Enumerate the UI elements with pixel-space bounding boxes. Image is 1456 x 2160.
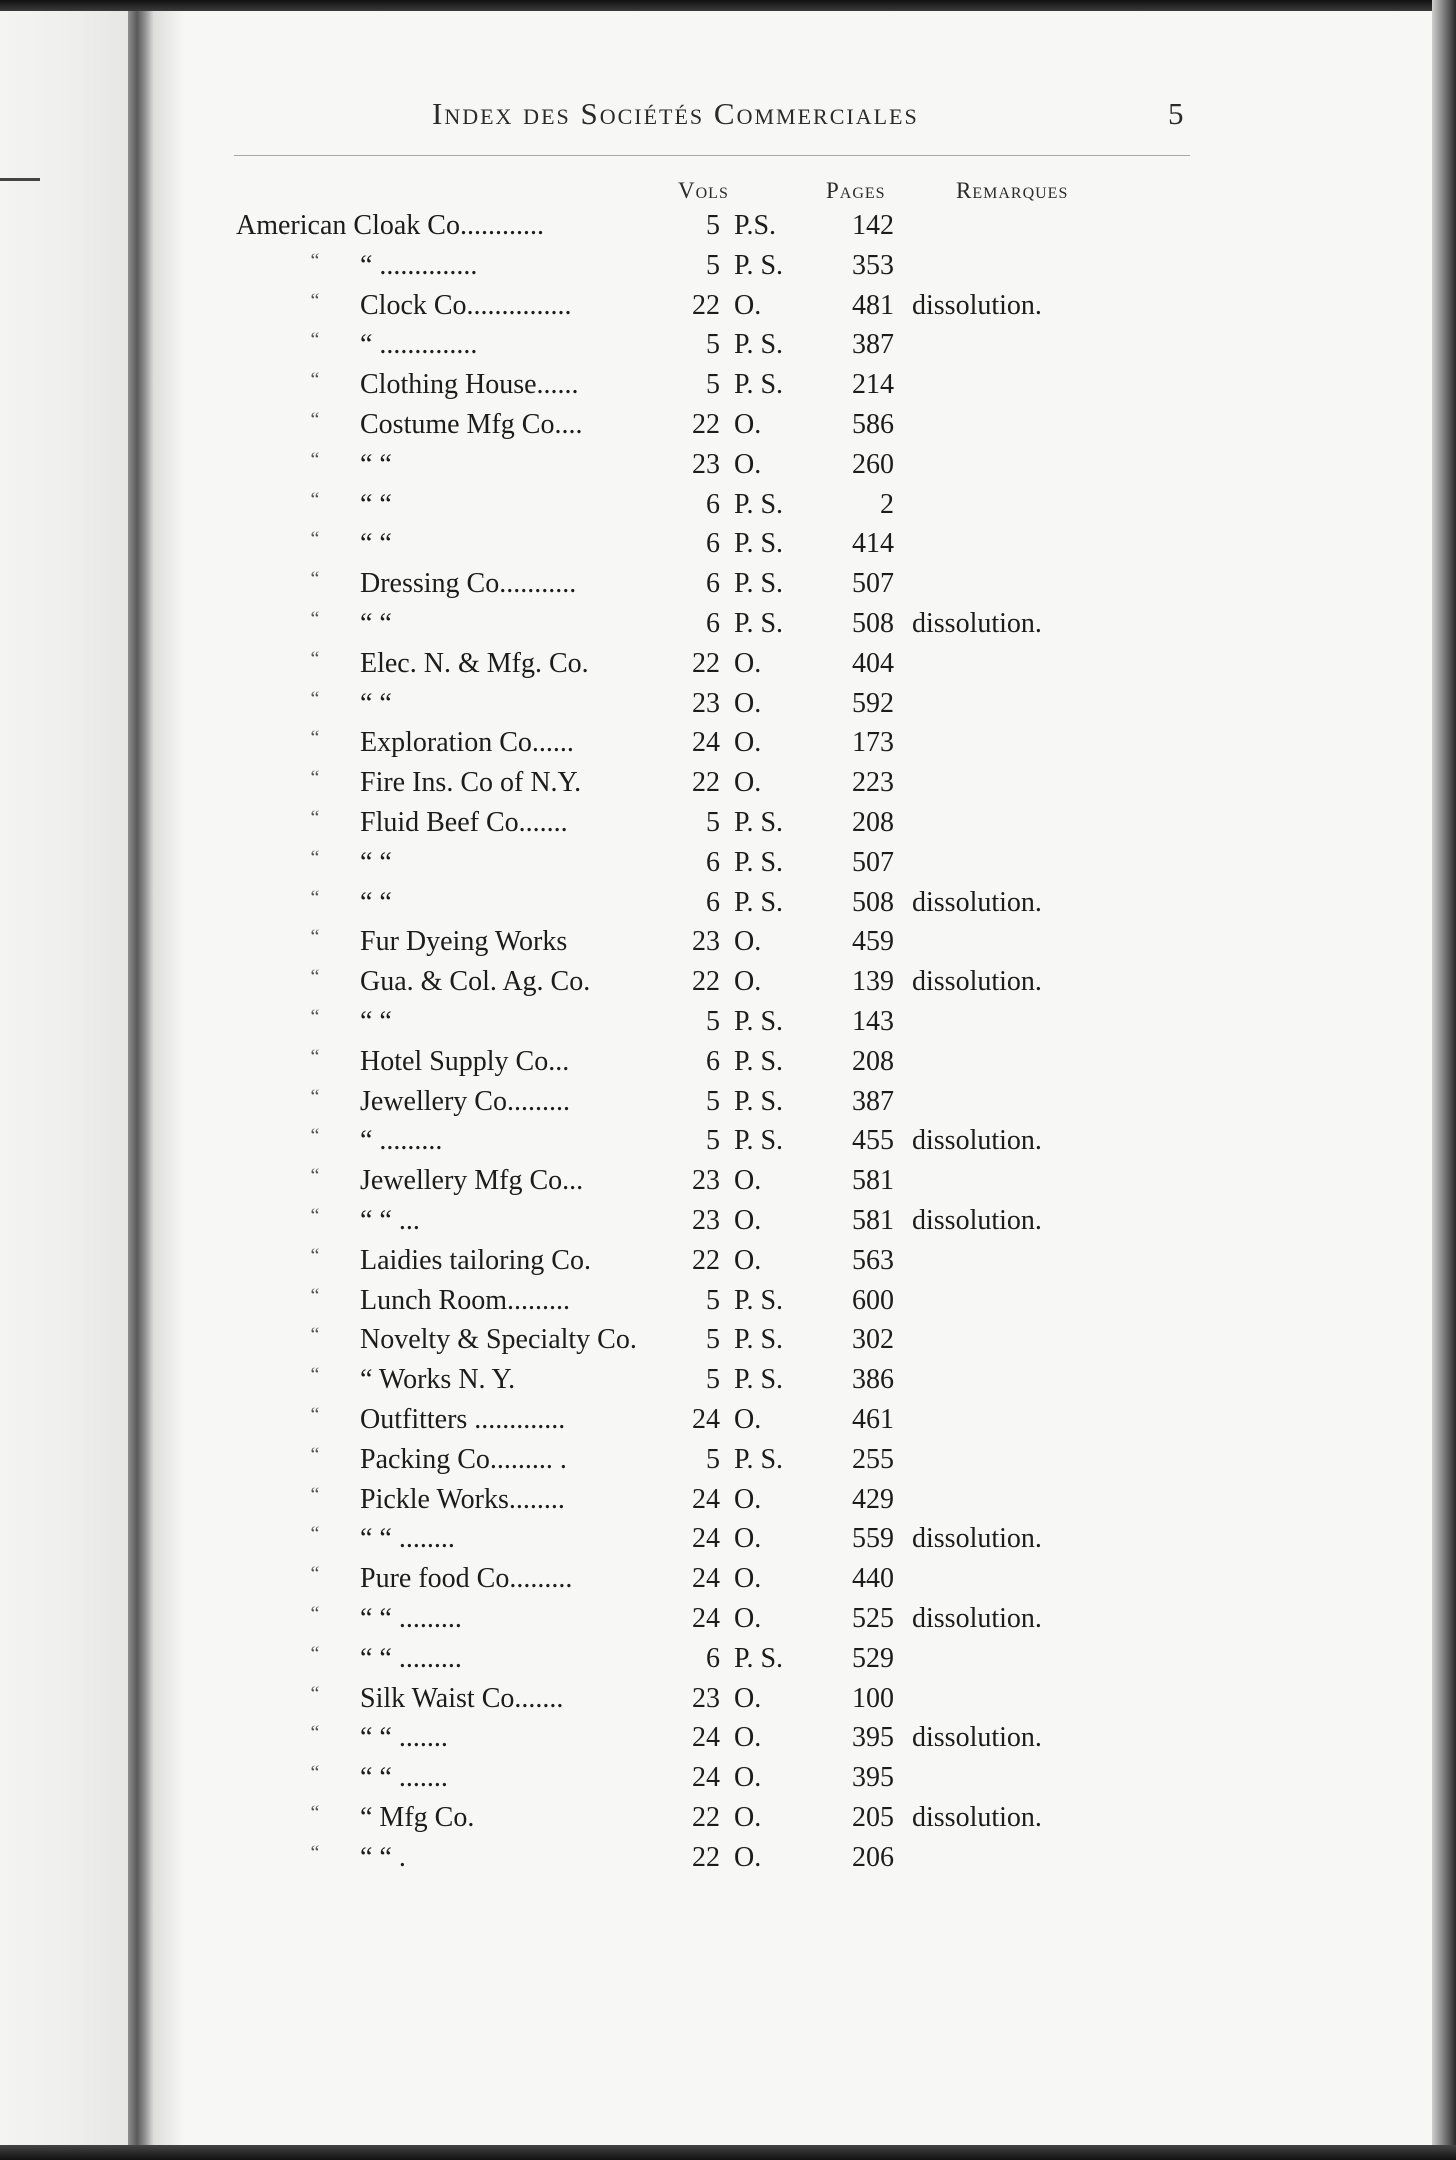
company-name: “ “ — [360, 488, 392, 520]
ditto-mark: “ — [310, 488, 320, 511]
company-name: “ Works N. Y. — [360, 1364, 516, 1396]
index-entry-row — [0, 290, 1456, 330]
company-name: “ .............. — [360, 249, 478, 281]
company-name: “ .............. — [360, 329, 478, 361]
company-name: “ “ ....... — [360, 1722, 448, 1754]
index-entry-row — [0, 1245, 1456, 1285]
series-code: P. S. — [734, 568, 784, 600]
index-entry-row — [0, 1324, 1456, 1364]
remark-text: dissolution. — [912, 608, 1042, 639]
company-name: “ “ — [360, 886, 392, 918]
ditto-mark: “ — [310, 568, 320, 591]
index-entry-row — [0, 369, 1456, 409]
series-code: O. — [734, 647, 762, 679]
series-code: O. — [734, 1483, 762, 1515]
company-name: “ ......... — [360, 1125, 443, 1157]
volume-number: 23 — [692, 448, 720, 480]
page-reference: 581 — [852, 1205, 894, 1236]
running-header-title: Index des Sociétés Commerciales — [432, 96, 919, 131]
volume-number: 24 — [692, 1762, 720, 1794]
index-entry-row — [0, 528, 1456, 568]
volume-number: 6 — [706, 568, 720, 600]
index-entry-row — [0, 250, 1456, 290]
series-code: P. S. — [734, 1642, 784, 1674]
index-entry-row — [0, 847, 1456, 887]
company-name: “ “ — [360, 608, 392, 639]
series-code: P. S. — [734, 807, 784, 838]
volume-number: 24 — [692, 1563, 720, 1595]
volume-number: 5 — [706, 807, 720, 838]
column-header-vols: Vols — [678, 178, 729, 203]
ditto-mark: “ — [310, 966, 320, 989]
ditto-mark: “ — [310, 1165, 320, 1188]
ditto-mark: “ — [310, 289, 320, 312]
ditto-mark: “ — [310, 1364, 320, 1387]
index-entry-row — [0, 1722, 1456, 1762]
series-code: P. S. — [734, 608, 784, 639]
volume-number: 24 — [692, 1722, 720, 1754]
ditto-mark: “ — [310, 727, 320, 750]
page-reference: 529 — [852, 1642, 894, 1674]
ditto-mark: “ — [310, 1284, 320, 1307]
index-entry-row — [0, 1205, 1456, 1245]
index-entry-row — [0, 1643, 1456, 1683]
volume-number: 22 — [692, 409, 720, 440]
volume-number: 6 — [706, 886, 720, 918]
series-code: O. — [734, 1722, 762, 1754]
company-name: Novelty & Specialty Co. — [360, 1324, 637, 1356]
index-entry-row — [0, 1523, 1456, 1563]
company-name: “ “ ....... — [360, 1762, 448, 1794]
series-code: O. — [734, 1603, 762, 1634]
company-name: “ “ ........ — [360, 1523, 455, 1555]
series-code: O. — [734, 1404, 762, 1435]
company-name: Fur Dyeing Works — [360, 926, 568, 958]
page-reference: 205 — [852, 1802, 894, 1833]
series-code: O. — [734, 767, 762, 799]
series-code: P. S. — [734, 1364, 784, 1396]
page-reference: 404 — [852, 647, 894, 679]
index-entry-row — [0, 688, 1456, 728]
company-name: Silk Waist Co....... — [360, 1682, 564, 1714]
page-reference: 559 — [852, 1523, 894, 1555]
volume-number: 22 — [692, 1841, 720, 1873]
company-name: Clock Co............... — [360, 289, 572, 321]
volume-number: 23 — [692, 926, 720, 958]
page-reference: 302 — [852, 1324, 894, 1356]
page-reference: 563 — [852, 1244, 894, 1276]
series-code: P. S. — [734, 1125, 784, 1157]
ditto-mark: “ — [310, 886, 320, 909]
page-reference: 455 — [852, 1125, 894, 1157]
series-code: O. — [734, 1762, 762, 1794]
page-edge-mark — [0, 178, 40, 181]
index-entry-row — [0, 409, 1456, 449]
volume-number: 22 — [692, 767, 720, 799]
volume-number: 5 — [706, 210, 720, 241]
series-code: O. — [734, 1682, 762, 1714]
index-entry-row — [0, 1603, 1456, 1643]
company-name: Dressing Co........... — [360, 568, 577, 600]
index-entry-row — [0, 1802, 1456, 1842]
scan-border-top — [0, 0, 1456, 11]
volume-number: 5 — [706, 1443, 720, 1475]
remark-text: dissolution. — [912, 1205, 1042, 1236]
page-reference: 508 — [852, 608, 894, 639]
page-reference: 387 — [852, 1085, 894, 1117]
volume-number: 5 — [706, 249, 720, 281]
volume-number: 5 — [706, 369, 720, 401]
page-reference: 208 — [852, 1045, 894, 1077]
volume-number: 6 — [706, 528, 720, 560]
volume-number: 22 — [692, 1802, 720, 1833]
series-code: O. — [734, 966, 762, 998]
company-name: “ “ ......... — [360, 1642, 462, 1674]
series-code: P. S. — [734, 886, 784, 918]
company-name: Fluid Beef Co....... — [360, 807, 568, 838]
volume-number: 24 — [692, 1404, 720, 1435]
page-reference: 386 — [852, 1364, 894, 1396]
page-reference: 260 — [852, 448, 894, 480]
series-code: P. S. — [734, 488, 784, 520]
page-reference: 214 — [852, 369, 894, 401]
series-code: O. — [734, 1563, 762, 1595]
page-reference: 255 — [852, 1443, 894, 1475]
ditto-mark: “ — [310, 1205, 320, 1227]
ditto-mark: “ — [310, 1045, 320, 1068]
remark-text: dissolution. — [912, 289, 1042, 321]
index-entry-row — [0, 1404, 1456, 1444]
page-reference: 100 — [852, 1682, 894, 1714]
index-entry-row — [0, 887, 1456, 927]
scan-border-bottom — [0, 2145, 1456, 2160]
ditto-mark: “ — [310, 1085, 320, 1108]
ditto-mark: “ — [310, 528, 320, 551]
index-entry-row — [0, 1364, 1456, 1404]
company-name: Elec. N. & Mfg. Co. — [360, 647, 589, 679]
index-entry-row — [0, 767, 1456, 807]
page-reference: 581 — [852, 1165, 894, 1197]
series-code: P. S. — [734, 1085, 784, 1117]
ditto-mark: “ — [310, 1802, 320, 1824]
volume-number: 22 — [692, 1244, 720, 1276]
page-reference: 139 — [852, 966, 894, 998]
ditto-mark: “ — [310, 608, 320, 630]
remark-text: dissolution. — [912, 1802, 1042, 1833]
series-code: O. — [734, 289, 762, 321]
volume-number: 22 — [692, 647, 720, 679]
page-reference: 142 — [852, 210, 894, 241]
company-name: “ “ ......... — [360, 1603, 462, 1634]
volume-number: 6 — [706, 846, 720, 878]
index-entry-row — [0, 1125, 1456, 1165]
volume-number: 5 — [706, 1125, 720, 1157]
index-entry-row — [0, 926, 1456, 966]
volume-number: 5 — [706, 1006, 720, 1037]
series-code: O. — [734, 1165, 762, 1197]
volume-number: 6 — [706, 1045, 720, 1077]
series-code: O. — [734, 1802, 762, 1833]
page-reference: 223 — [852, 767, 894, 799]
volume-number: 24 — [692, 727, 720, 759]
company-name: Fire Ins. Co of N.Y. — [360, 767, 582, 799]
index-entry-row — [0, 1444, 1456, 1484]
company-name: Outfitters ............. — [360, 1404, 566, 1435]
index-entry-row — [0, 1165, 1456, 1205]
index-entry-row — [0, 568, 1456, 608]
index-entry-row — [0, 966, 1456, 1006]
ditto-mark: “ — [310, 926, 320, 949]
ditto-mark: “ — [310, 1523, 320, 1546]
series-code: O. — [734, 1523, 762, 1555]
ditto-mark: “ — [310, 1563, 320, 1586]
company-name: “ Mfg Co. — [360, 1802, 475, 1833]
company-name: Gua. & Col. Ag. Co. — [360, 966, 591, 998]
header-rule — [234, 155, 1190, 156]
company-name: Jewellery Mfg Co... — [360, 1165, 584, 1197]
page-reference: 208 — [852, 807, 894, 838]
index-entry-row — [0, 1762, 1456, 1802]
index-entry-row — [0, 1046, 1456, 1086]
index-entry-row — [0, 1842, 1456, 1882]
page-reference: 429 — [852, 1483, 894, 1515]
ditto-mark: “ — [310, 1603, 320, 1625]
company-name: Costume Mfg Co.... — [360, 409, 583, 440]
page-reference: 481 — [852, 289, 894, 321]
ditto-mark: “ — [310, 1404, 320, 1426]
ditto-mark: “ — [310, 1483, 320, 1506]
series-code: P. S. — [734, 249, 784, 281]
remark-text: dissolution. — [912, 966, 1042, 998]
series-code: P. S. — [734, 1045, 784, 1077]
ditto-mark: “ — [310, 767, 320, 790]
page-reference: 414 — [852, 528, 894, 560]
index-entry-row — [0, 1563, 1456, 1603]
index-entry-row — [0, 608, 1456, 648]
company-name: Jewellery Co......... — [360, 1085, 570, 1117]
volume-number: 5 — [706, 1364, 720, 1396]
index-entry-row — [0, 329, 1456, 369]
series-code: O. — [734, 409, 762, 440]
company-name: Clothing House...... — [360, 369, 579, 401]
volume-number: 6 — [706, 1642, 720, 1674]
company-name: Packing Co......... . — [360, 1443, 567, 1475]
page-reference: 507 — [852, 568, 894, 600]
company-name: “ “ — [360, 448, 392, 480]
ditto-mark: “ — [310, 687, 320, 710]
series-code: P. S. — [734, 1324, 784, 1356]
page-reference: 459 — [852, 926, 894, 958]
remark-text: dissolution. — [912, 1603, 1042, 1634]
ditto-mark: “ — [310, 329, 320, 352]
ditto-mark: “ — [310, 647, 320, 670]
ditto-mark: “ — [310, 249, 320, 272]
series-code: P.S. — [734, 210, 777, 241]
ditto-mark: “ — [310, 1125, 320, 1148]
page-reference: 586 — [852, 409, 894, 440]
page-reference: 387 — [852, 329, 894, 361]
series-code: P. S. — [734, 1284, 784, 1316]
series-code: O. — [734, 926, 762, 958]
volume-number: 5 — [706, 1284, 720, 1316]
volume-number: 5 — [706, 1085, 720, 1117]
ditto-mark: “ — [310, 1244, 320, 1267]
company-name: “ “ ... — [360, 1205, 420, 1236]
volume-number: 24 — [692, 1523, 720, 1555]
column-header-pages: Pages — [826, 178, 886, 203]
index-entry-row — [0, 489, 1456, 529]
page-reference: 206 — [852, 1841, 894, 1873]
index-entry-row — [0, 1086, 1456, 1126]
company-name: “ “ . — [360, 1841, 406, 1873]
series-code: P. S. — [734, 1006, 784, 1037]
ditto-mark: “ — [310, 1642, 320, 1665]
ditto-mark: “ — [310, 1841, 320, 1864]
volume-number: 6 — [706, 488, 720, 520]
company-name: Hotel Supply Co... — [360, 1045, 570, 1077]
ditto-mark: “ — [310, 369, 320, 392]
page-reference: 143 — [852, 1006, 894, 1037]
volume-number: 22 — [692, 289, 720, 321]
company-name: Pure food Co......... — [360, 1563, 573, 1595]
series-code: O. — [734, 687, 762, 719]
index-entry-row — [0, 210, 1456, 250]
page-reference: 173 — [852, 727, 894, 759]
ditto-mark: “ — [310, 1324, 320, 1347]
company-name: Exploration Co...... — [360, 727, 574, 759]
column-header-remarques: Remarques — [956, 178, 1069, 203]
page-reference: 525 — [852, 1603, 894, 1634]
index-entry-row — [0, 648, 1456, 688]
ditto-mark: “ — [310, 448, 320, 471]
company-name: Lunch Room......... — [360, 1284, 570, 1316]
series-code: O. — [734, 1205, 762, 1236]
company-name: American Cloak Co............ — [236, 210, 544, 241]
page-reference: 395 — [852, 1722, 894, 1754]
remark-text: dissolution. — [912, 1125, 1042, 1157]
company-name: Laidies tailoring Co. — [360, 1244, 591, 1276]
volume-number: 23 — [692, 1682, 720, 1714]
ditto-mark: “ — [310, 807, 320, 829]
series-code: P. S. — [734, 369, 784, 401]
remark-text: dissolution. — [912, 1523, 1042, 1555]
page-reference: 395 — [852, 1762, 894, 1794]
volume-number: 5 — [706, 329, 720, 361]
volume-number: 23 — [692, 687, 720, 719]
ditto-mark: “ — [310, 1443, 320, 1466]
company-name: “ “ — [360, 687, 392, 719]
ditto-mark: “ — [310, 1682, 320, 1705]
company-name: “ “ — [360, 1006, 392, 1037]
company-name: “ “ — [360, 846, 392, 878]
ditto-mark: “ — [310, 1722, 320, 1745]
remark-text: dissolution. — [912, 1722, 1042, 1754]
page-reference: 353 — [852, 249, 894, 281]
volume-number: 24 — [692, 1483, 720, 1515]
series-code: P. S. — [734, 329, 784, 361]
page-reference: 592 — [852, 687, 894, 719]
page-reference: 2 — [880, 488, 894, 520]
remark-text: dissolution. — [912, 886, 1042, 918]
volume-number: 5 — [706, 1324, 720, 1356]
series-code: P. S. — [734, 846, 784, 878]
series-code: O. — [734, 1244, 762, 1276]
page-number: 5 — [1168, 96, 1184, 131]
ditto-mark: “ — [310, 846, 320, 869]
index-entry-row — [0, 807, 1456, 847]
index-entry-row — [0, 1484, 1456, 1524]
page-reference: 508 — [852, 886, 894, 918]
volume-number: 6 — [706, 608, 720, 639]
company-name: “ “ — [360, 528, 392, 560]
volume-number: 23 — [692, 1165, 720, 1197]
series-code: P. S. — [734, 528, 784, 560]
ditto-mark: “ — [310, 409, 320, 431]
ditto-mark: “ — [310, 1006, 320, 1028]
index-entry-row — [0, 1683, 1456, 1723]
series-code: O. — [734, 1841, 762, 1873]
page-reference: 600 — [852, 1284, 894, 1316]
series-code: O. — [734, 448, 762, 480]
series-code: O. — [734, 727, 762, 759]
index-entry-row — [0, 449, 1456, 489]
page-reference: 440 — [852, 1563, 894, 1595]
volume-number: 23 — [692, 1205, 720, 1236]
index-entry-row — [0, 727, 1456, 767]
index-entry-row — [0, 1285, 1456, 1325]
page-reference: 507 — [852, 846, 894, 878]
volume-number: 22 — [692, 966, 720, 998]
ditto-mark: “ — [310, 1762, 320, 1785]
volume-number: 24 — [692, 1603, 720, 1634]
page-reference: 461 — [852, 1404, 894, 1435]
index-entry-row — [0, 1006, 1456, 1046]
company-name: Pickle Works........ — [360, 1483, 565, 1515]
series-code: P. S. — [734, 1443, 784, 1475]
